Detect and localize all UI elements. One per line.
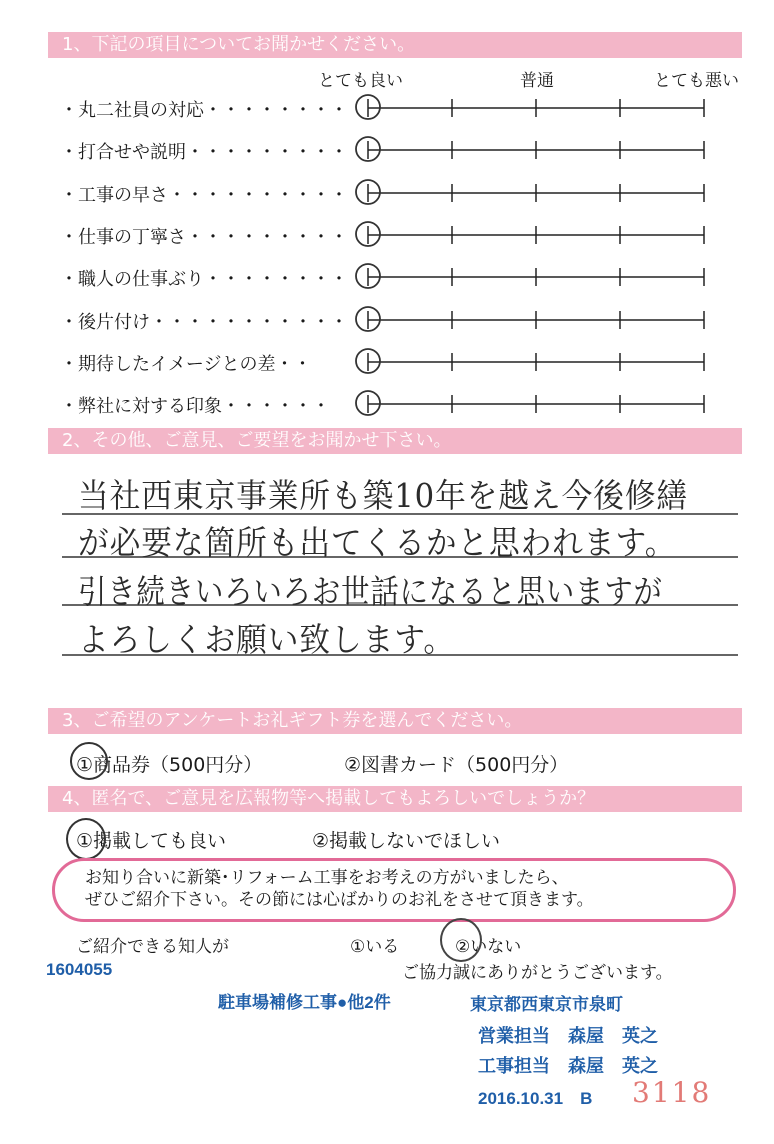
question-label: ・丸二社員の対応・・・・・・・・ [60, 100, 348, 121]
survey-id: 1604055 [46, 960, 113, 979]
section3-header: 3、ご希望のアンケートお礼ギフト券を選んでください。 [48, 708, 742, 734]
handwritten-line-2: が必要な箇所も出てくるかと思われます。 [78, 523, 677, 562]
section4-header: 4、匿名で、ご意見を広報物等へ掲載してもよろしいでしょうか？ [48, 786, 742, 812]
gift-selected-circle [70, 742, 108, 780]
question-label: ・後片付け・・・・・・・・・・・ [60, 311, 348, 333]
scale-best-label: とても良い [318, 71, 403, 91]
gift-option-2[interactable]: ②図書カード（500円分） [344, 754, 569, 776]
section2-header: 2、その他、ご意見、ご要望をお聞かせ下さい。 [48, 428, 742, 454]
question-label: ・弊社に対する印象・・・・・・ [60, 396, 330, 418]
section1-header: 1、下記の項目についてお聞かせください。 [48, 32, 742, 58]
publish-selected-circle [66, 818, 106, 860]
project-name: 駐車場補修工事●他2件 [218, 993, 391, 1012]
publish-option-2[interactable]: ②掲載しないでほしい [312, 830, 501, 852]
referral-notice [52, 858, 736, 922]
referral-option-2[interactable]: ②いない [455, 937, 522, 957]
notice-line-1: お知り合いに新築･リフォーム工事をお考えの方がいましたら、 [85, 868, 569, 888]
location: 東京都西東京市泉町 [470, 995, 623, 1014]
notice-line-2: ぜひご紹介下さい。その節には心ばかりのお礼をさせて頂きます。 [85, 890, 594, 910]
referral-option-1[interactable]: ①いる [350, 937, 400, 957]
scale-worst-label: とても悪い [654, 71, 739, 91]
handwritten-line-1: 当社西東京事業所も築10年を越え今後修繕 [78, 476, 689, 515]
survey-date: 2016.10.31 B [478, 1089, 593, 1108]
gift-option-1[interactable]: ①商品券（500円分） [76, 754, 263, 776]
publish-option-1[interactable]: ①掲載しても良い [76, 830, 227, 852]
scale-mid-label: 普通 [520, 71, 554, 91]
thanks-message: ご協力誠にありがとうございます。 [402, 963, 673, 983]
question-label: ・仕事の丁寧さ・・・・・・・・・ [60, 226, 348, 248]
handwritten-line-3: 引き続きいろいろお世話になると思いますが [78, 572, 663, 611]
construction-rep: 工事担当 森屋 英之 [478, 1056, 658, 1076]
referral-selected-circle [440, 918, 482, 962]
question-label: ・期待したイメージとの差・・ [60, 353, 312, 375]
question-label: ・打合せや説明・・・・・・・・・ [60, 142, 348, 164]
handwritten-line-4: よろしくお願い致します。 [78, 620, 455, 659]
question-label: ・工事の早さ・・・・・・・・・・ [60, 184, 348, 206]
handwritten-number: 3118 [632, 1076, 712, 1109]
question-label: ・職人の仕事ぶり・・・・・・・・ [60, 269, 348, 291]
referral-label: ご紹介できる知人が [76, 937, 229, 957]
sales-rep: 営業担当 森屋 英之 [478, 1026, 658, 1046]
